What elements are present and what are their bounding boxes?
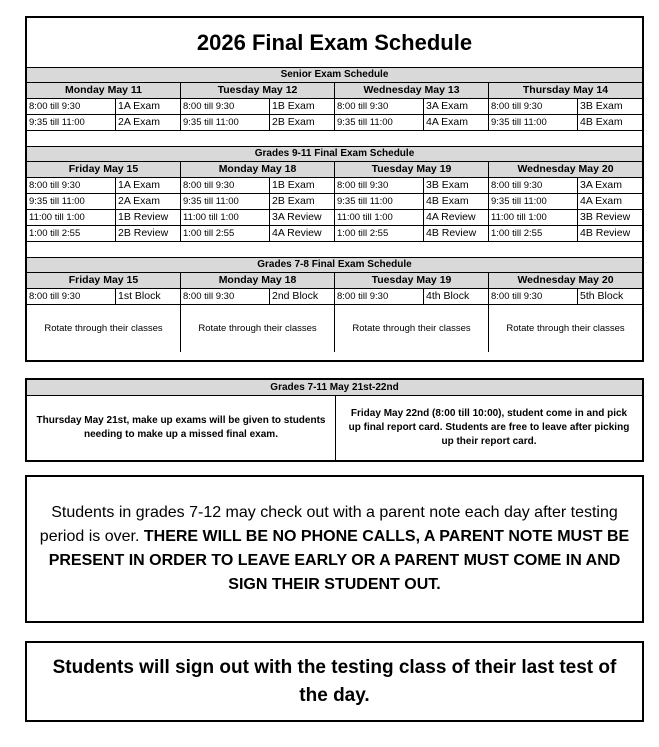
schedule-cell	[181, 289, 335, 304]
exam-label: 4B Exam	[423, 194, 488, 209]
day-header: Monday May 18	[181, 273, 335, 288]
time-slot: 8:00 till 9:30	[183, 101, 235, 112]
schedule-cell	[335, 289, 489, 304]
exam-label: 3B Review	[577, 210, 642, 225]
schedule-cell	[335, 194, 489, 209]
schedule-cell	[181, 99, 335, 114]
exam-label: 3B Exam	[423, 178, 488, 193]
exam-label: 2B Exam	[269, 194, 334, 209]
rotate-cell: Rotate through their classes	[27, 305, 181, 352]
day-header: Wednesday May 20	[517, 274, 614, 286]
schedule-cell	[27, 226, 181, 241]
day-header: Wednesday May 20	[517, 163, 614, 175]
day-header: Friday May 15	[27, 273, 181, 288]
exam-label: 4A Exam	[423, 115, 488, 130]
time-slot: 8:00 till 9:30	[491, 101, 543, 112]
exam-label: 1A Exam	[115, 99, 180, 114]
time-slot: 9:35 till 11:00	[491, 117, 547, 128]
schedule-cell	[489, 226, 642, 241]
day-header: Tuesday May 19	[335, 162, 489, 177]
time-slot: 11:00 till 1:00	[183, 212, 239, 223]
grades911-days-row	[27, 162, 642, 178]
schedule-cell	[181, 115, 335, 130]
schedule-cell	[181, 194, 335, 209]
time-slot: 8:00 till 9:30	[29, 291, 81, 302]
senior-rows	[27, 99, 642, 131]
exam-label: 1A Exam	[115, 178, 180, 193]
day-header: Wednesday May 13	[335, 83, 489, 98]
time-slot: 8:00 till 9:30	[491, 180, 543, 191]
schedule-cell	[335, 226, 489, 241]
schedule-cell	[489, 289, 642, 304]
exam-label: 2A Exam	[115, 194, 180, 209]
time-slot: 9:35 till 11:00	[29, 117, 85, 128]
exam-label: 1B Review	[115, 210, 180, 225]
time-slot: 11:00 till 1:00	[337, 212, 393, 223]
exam-label: 5th Block	[577, 289, 642, 304]
schedule-cell	[489, 115, 642, 130]
time-slot: 9:35 till 11:00	[337, 117, 393, 128]
exam-label: 2A Exam	[115, 115, 180, 130]
exam-label: 4th Block	[423, 289, 488, 304]
schedule-cell	[27, 194, 181, 209]
checkout-note-bold: THERE WILL BE NO PHONE CALLS, A PARENT NOTE MUST BE PRESENT IN ORDER TO LEAVE EARLY OR A PARENT MUST COME IN AND SIGN THEIR STUDENT OUT.	[48, 528, 630, 593]
time-slot: 1:00 till 2:55	[29, 228, 81, 239]
time-slot: 8:00 till 9:30	[29, 101, 81, 112]
schedule-cell	[181, 210, 335, 225]
grades78-heading: Grades 7-8 Final Exam Schedule	[27, 258, 642, 273]
schedule-cell	[489, 178, 642, 193]
checkout-note-text	[37, 501, 632, 597]
schedule-cell	[489, 194, 642, 209]
time-slot: 8:00 till 9:30	[29, 180, 81, 191]
schedule-row	[27, 178, 642, 194]
time-slot: 9:35 till 11:00	[183, 117, 239, 128]
time-slot: 8:00 till 9:30	[337, 180, 389, 191]
day-header: Monday May 11	[27, 83, 181, 98]
rotate-cell: Rotate through their classes	[181, 305, 335, 352]
may-21-text: Thursday May 21st, make up exams will be given to students needing to make up a missed final exam.	[27, 396, 336, 460]
schedule-cell	[27, 99, 181, 114]
checkout-note-normal: Students in grades 7-12 may check out with a parent note each day after testing period is over.	[39, 504, 618, 545]
day-header: Monday May 18	[181, 162, 335, 177]
time-slot: 8:00 till 9:30	[337, 291, 389, 302]
exam-label: 1st Block	[115, 289, 180, 304]
exam-label: 4A Review	[423, 210, 488, 225]
grades911-heading: Grades 9-11 Final Exam Schedule	[27, 147, 642, 162]
schedule-cell	[335, 210, 489, 225]
grades78-days-row	[27, 273, 642, 289]
time-slot: 1:00 till 2:55	[491, 228, 543, 239]
rotate-cell: Rotate through their classes	[506, 323, 625, 334]
exam-label: 3A Exam	[577, 178, 642, 193]
checkout-note	[25, 475, 644, 623]
senior-days-row	[27, 83, 642, 99]
rotate-cell: Rotate through their classes	[335, 305, 489, 352]
grades78-rows	[27, 289, 642, 305]
schedule-cell	[27, 115, 181, 130]
time-slot: 1:00 till 2:55	[183, 228, 235, 239]
exam-label: 4B Exam	[577, 115, 642, 130]
exam-label: 1B Exam	[269, 178, 334, 193]
sign-out-note-text: Students will sign out with the testing class of their last test of the day.	[52, 656, 617, 706]
schedule-cell	[27, 210, 181, 225]
schedule-row	[27, 194, 642, 210]
exam-label: 4A Exam	[577, 194, 642, 209]
schedule-cell	[27, 289, 181, 304]
time-slot: 11:00 till 1:00	[491, 212, 547, 223]
time-slot: 9:35 till 11:00	[491, 196, 547, 207]
day-header: Tuesday May 12	[181, 83, 335, 98]
schedule-cell	[489, 210, 642, 225]
day-header: Thursday May 14	[522, 84, 609, 96]
time-slot: 8:00 till 9:30	[337, 101, 389, 112]
exam-label: 1B Exam	[269, 99, 334, 114]
exam-label: 4A Review	[269, 226, 334, 241]
exam-label: 4B Review	[577, 226, 642, 241]
schedule-cell	[335, 115, 489, 130]
exam-label: 3A Review	[269, 210, 334, 225]
senior-heading: Senior Exam Schedule	[27, 68, 642, 83]
exam-label: 3A Exam	[423, 99, 488, 114]
schedule-cell	[489, 99, 642, 114]
schedule-row	[27, 210, 642, 226]
time-slot: 1:00 till 2:55	[337, 228, 389, 239]
time-slot: 11:00 till 1:00	[29, 212, 85, 223]
may-body	[27, 396, 642, 460]
schedule-cell	[335, 178, 489, 193]
exam-label: 2nd Block	[269, 289, 334, 304]
rotate-row	[27, 305, 642, 352]
sign-out-note	[25, 641, 644, 722]
schedule-cell	[335, 99, 489, 114]
schedule-cell	[27, 178, 181, 193]
grades911-rows	[27, 178, 642, 242]
exam-label: 2B Review	[115, 226, 180, 241]
schedule-row	[27, 115, 642, 131]
schedule-row	[27, 289, 642, 305]
day-header: Tuesday May 19	[335, 273, 489, 288]
may-heading: Grades 7-11 May 21st-22nd	[27, 380, 642, 396]
exam-label: 2B Exam	[269, 115, 334, 130]
may-22-text: Friday May 22nd (8:00 till 10:00), student come in and pick up final report card. Students are free to leave after picking up their report card.	[348, 408, 630, 447]
time-slot: 8:00 till 9:30	[183, 180, 235, 191]
exam-label: 3B Exam	[577, 99, 642, 114]
page-title: 2026 Final Exam Schedule	[27, 18, 642, 68]
schedule-table	[25, 16, 644, 362]
day-header: Friday May 15	[27, 162, 181, 177]
spacer-row	[27, 242, 642, 258]
time-slot: 8:00 till 9:30	[491, 291, 543, 302]
time-slot: 9:35 till 11:00	[29, 196, 85, 207]
schedule-cell	[181, 226, 335, 241]
schedule-cell	[181, 178, 335, 193]
exam-label: 4B Review	[423, 226, 488, 241]
may-21-22-box	[25, 378, 644, 462]
time-slot: 9:35 till 11:00	[183, 196, 239, 207]
schedule-row	[27, 226, 642, 242]
schedule-row	[27, 99, 642, 115]
spacer-row	[27, 131, 642, 147]
time-slot: 8:00 till 9:30	[183, 291, 235, 302]
time-slot: 9:35 till 11:00	[337, 196, 393, 207]
